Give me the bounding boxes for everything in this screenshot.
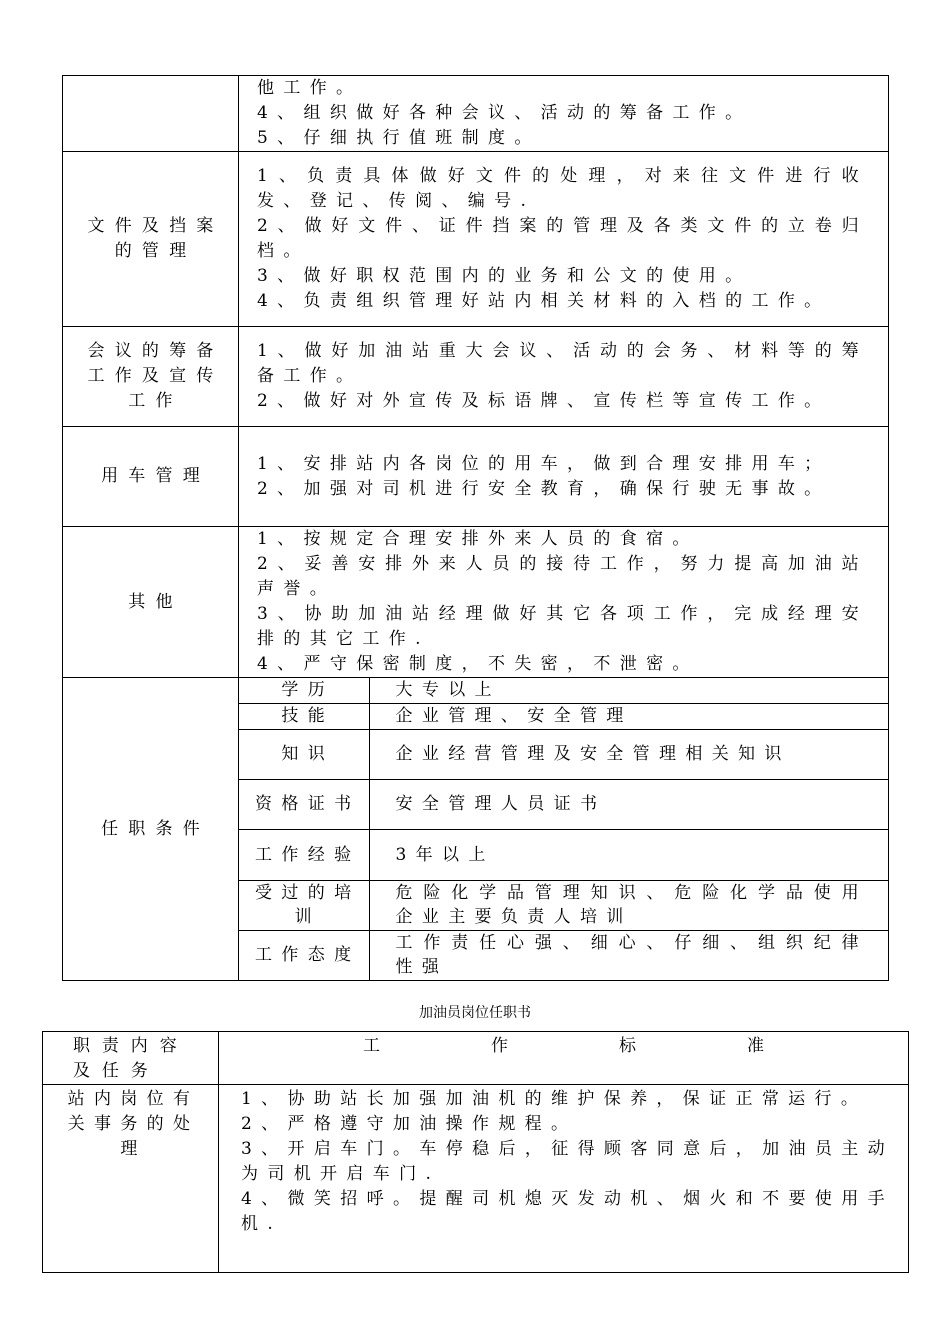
requirement-row (239, 930, 888, 980)
duty-cell (239, 152, 889, 327)
duty-cell (239, 327, 889, 427)
table-row (63, 527, 889, 678)
duty-line: 3、协助加油站经理做好其它各项工作，完成经理安排的其它工作. (257, 604, 868, 649)
category-cell: 文件及挡案的管理 (63, 152, 239, 327)
header-char: 准 (747, 1036, 764, 1056)
duty-line: 1、做好加油站重大会议、活动的会务、材料等的筹备工作。 (257, 341, 868, 386)
duty-line: 2、做好文件、证件挡案的管理及各类文件的立卷归档。 (257, 216, 868, 261)
duty-line: 2、加强对司机进行安全教育，确保行驶无事故。 (257, 478, 831, 499)
requirement-row (239, 703, 888, 729)
requirement-key: 知识 (239, 729, 369, 779)
duty-line: 4、严守保密制度，不失密，不泄密。 (257, 654, 699, 674)
duties-table (62, 75, 889, 981)
requirement-key: 技能 (239, 703, 369, 729)
requirement-value: 安全管理人员证书 (369, 779, 888, 829)
requirement-row (239, 880, 888, 930)
requirement-value: 工作责任心强、细心、仔细、组织纪律性强 (369, 930, 888, 980)
duty-cell (239, 527, 889, 678)
category-cell (63, 76, 239, 152)
duty-line: 1、负责具体做好文件的处理，对来往文件进行收发、登记、传阅、编号. (257, 166, 868, 211)
requirement-key: 学历 (239, 678, 369, 703)
table-row (63, 678, 889, 981)
category-cell: 任职条件 (63, 678, 239, 981)
duty-line: 5、仔细执行值班制度。 (257, 128, 541, 148)
header-right (219, 1032, 909, 1085)
header-char: 工 (363, 1036, 380, 1056)
header-row (43, 1032, 909, 1085)
duty-cell (239, 76, 889, 152)
duty-line: 4、负责组织管理好站内相关材料的入档的工作。 (257, 291, 831, 311)
requirements-cell (239, 678, 889, 981)
table-row (43, 1085, 909, 1273)
header-left: 职责内容及任务 (43, 1032, 219, 1085)
requirement-value: 企业管理、安全管理 (369, 703, 888, 729)
duty-line: 2、妥善安排外来人员的接待工作，努力提高加油站声誉。 (257, 554, 868, 599)
duty-line: 1、安排站内各岗位的用车，做到合理安排用车； (257, 453, 831, 474)
requirement-key: 工作态度 (239, 930, 369, 980)
requirement-row (239, 779, 888, 829)
table-row (63, 327, 889, 427)
table-row (63, 76, 889, 152)
duty-line: 2、做好对外宣传及标语牌、宣传栏等宣传工作。 (257, 391, 831, 411)
attendant-duties-table (42, 1031, 909, 1273)
duty-line: 1、按规定合理安排外来人员的食宿。 (257, 529, 699, 549)
duty-line: 3、做好职权范围内的业务和公文的使用。 (257, 266, 752, 286)
duty-cell (219, 1085, 909, 1273)
requirement-value: 危险化学品管理知识、危险化学品使用企业主要负责人培训 (369, 880, 888, 930)
requirement-key: 受过的培训 (239, 880, 369, 930)
requirement-row (239, 829, 888, 880)
requirement-key: 工作经验 (239, 829, 369, 880)
section-title: 加油员岗位任职书 (419, 1005, 531, 1021)
duty-cell (239, 427, 889, 527)
duty-line: 他工作。 (257, 78, 363, 98)
category-cell: 其他 (63, 527, 239, 678)
category-cell: 站内岗位有关事务的处理 (43, 1085, 219, 1273)
duty-line: 4、组织做好各种会议、活动的筹备工作。 (257, 103, 752, 123)
requirement-row (239, 678, 888, 703)
requirement-row (239, 729, 888, 779)
category-cell: 会议的筹备工作及宣传工作 (63, 327, 239, 427)
table-row (63, 427, 889, 527)
requirement-value: 3年以上 (369, 829, 888, 880)
requirements-table (239, 678, 888, 980)
duty-line: 4、微笑招呼。提醒司机熄灭发动机、烟火和不要使用手机. (241, 1189, 894, 1234)
duty-line: 2、严格遵守加油操作规程。 (241, 1114, 578, 1134)
duty-line: 1、协助站长加强加油机的维护保养，保证正常运行。 (241, 1089, 868, 1109)
header-char: 作 (491, 1036, 508, 1056)
table-row (63, 152, 889, 327)
requirement-value: 大专以上 (369, 678, 888, 703)
duty-line: 3、开启车门。车停稳后，征得顾客同意后，加油员主动为司机开启车门. (241, 1139, 894, 1184)
category-cell: 用车管理 (63, 427, 239, 527)
requirement-value: 企业经营管理及安全管理相关知识 (369, 729, 888, 779)
header-char: 标 (619, 1036, 636, 1056)
requirement-key: 资格证书 (239, 779, 369, 829)
